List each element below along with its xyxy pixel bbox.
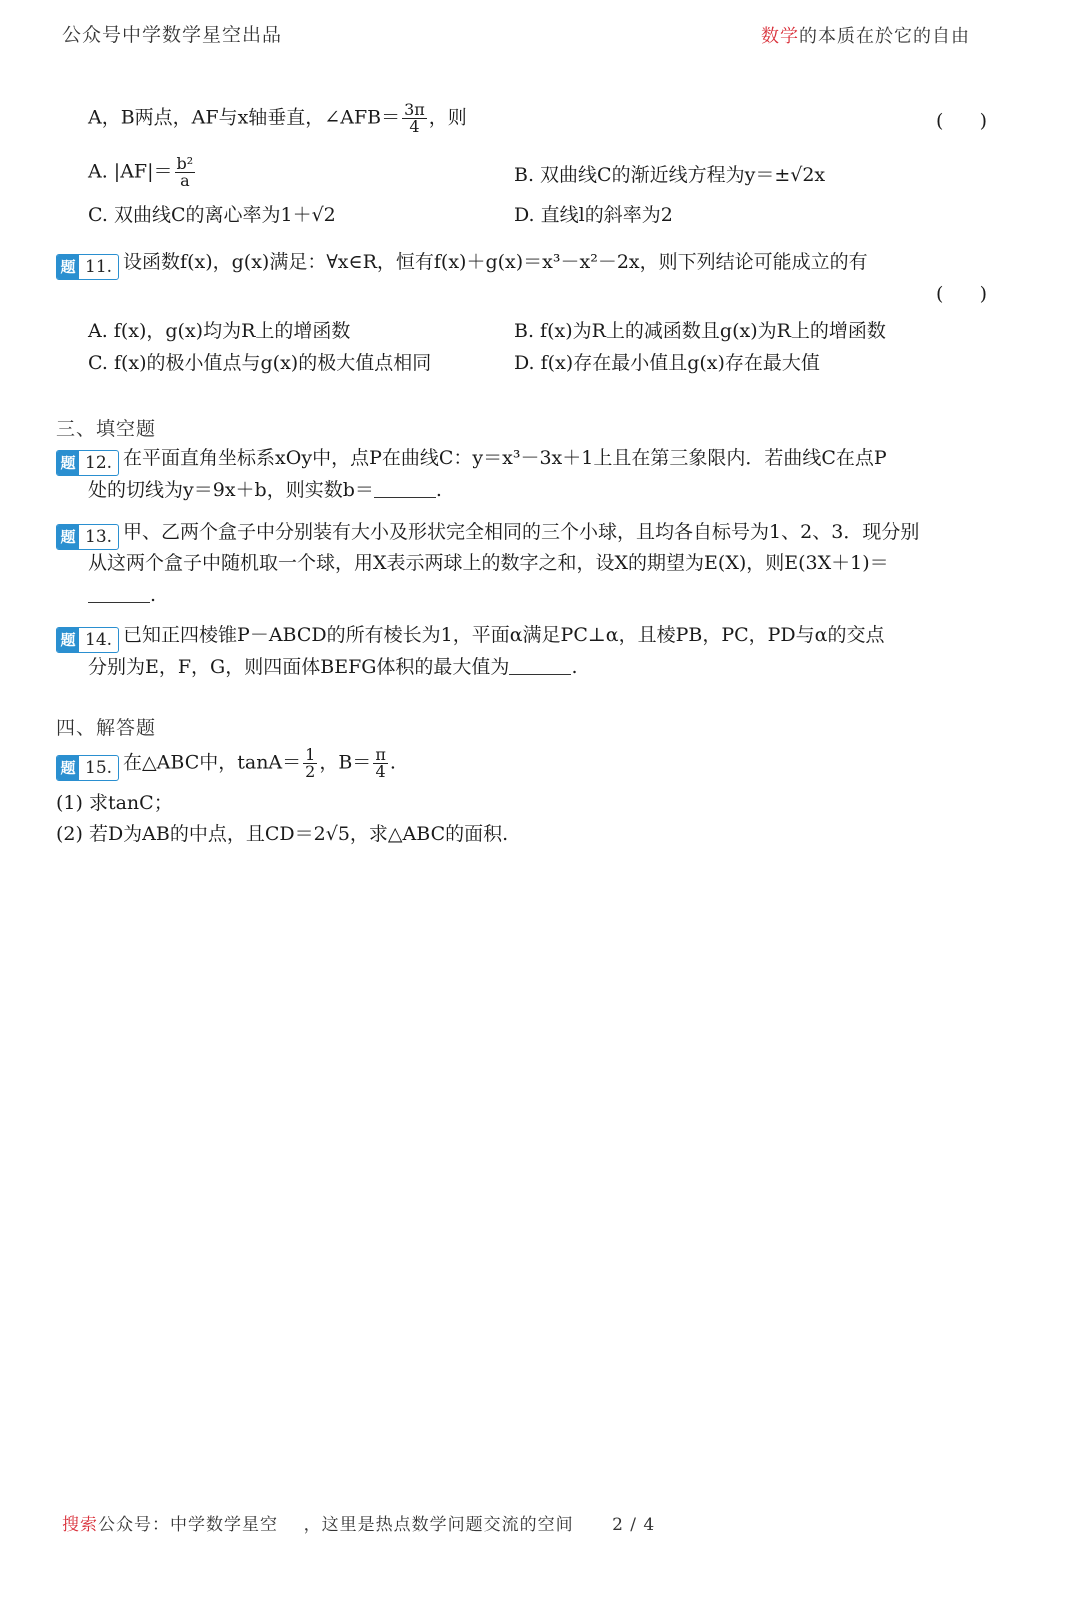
q15-fraction-2 (373, 747, 388, 780)
q11-answer-paren: ( ) (936, 283, 988, 305)
q11-badge-num: 11. (85, 257, 113, 277)
footer-text: 公众号：中学数学星空 ，这里是热点数学问题交流的空间 (98, 1515, 574, 1535)
header-motto-rest: 的本质在於它的自由 (799, 26, 970, 47)
q14-badge-tag: 题 (57, 628, 79, 652)
q14-text2: 分别为E，F，G，则四面体BEFG体积的最大值为 (88, 656, 510, 678)
q10-opta-den: a (180, 171, 190, 190)
section-answer-title: 四、解答题 (56, 717, 157, 739)
q15-badge-num: 15. (85, 757, 113, 778)
q13-text1: 甲、乙两个盒子中分别装有大小及形状完全相同的三个小球，且均各自标号为1、2、3．现分别 (123, 521, 920, 543)
q15-f2-den: 4 (375, 762, 386, 781)
q15-f1-num: 1 (305, 745, 316, 764)
q10-option-b: B. 双曲线C的渐近线方程为y＝±√2x (514, 164, 826, 186)
q11-stem-line (56, 247, 868, 280)
q13-period: . (150, 584, 157, 606)
q13-badge-num: 13. (85, 527, 113, 547)
q10-opta-num: b² (176, 154, 194, 173)
q15-stem (56, 747, 396, 781)
q11-badge (56, 254, 119, 280)
header-motto-red: 数学 (761, 26, 799, 47)
q12-line1 (56, 443, 887, 476)
q10-answer-paren: ( ) (936, 110, 988, 132)
q11-option-c: C. f(x)的极小值点与g(x)的极大值点相同 (88, 352, 432, 374)
q15-f2-num: π (375, 745, 386, 764)
q12-badge-tag: 题 (57, 451, 79, 475)
q12-text2: 处的切线为y＝9x＋b，则实数b＝ (88, 479, 374, 501)
page-number: 2 / 4 (612, 1515, 656, 1535)
q14-answer-blank[interactable] (509, 656, 571, 675)
q12-badge (56, 450, 119, 476)
section-fill-in-title: 三、填空题 (56, 418, 157, 440)
q13-line1 (56, 517, 919, 550)
q11-badge-tag: 题 (57, 255, 79, 279)
q14-badge-num: 14. (85, 630, 113, 650)
q14-badge (56, 627, 119, 653)
q15-badge-tag: 题 (57, 756, 79, 780)
q14-line1 (56, 620, 885, 653)
q12-line2 (88, 475, 442, 505)
q15-stem-c: . (389, 751, 396, 774)
q13-line3 (88, 580, 156, 610)
footer-search-red: 搜索 (62, 1515, 98, 1535)
q13-answer-blank[interactable] (88, 584, 150, 603)
q15-badge (56, 755, 119, 781)
q15-f1-den: 2 (305, 762, 316, 781)
q10-frac-den: 4 (409, 117, 420, 136)
q11-stem: 设函数f(x)，g(x)满足：∀x∈R，恒有f(x)＋g(x)＝x³－x²－2x，则下列结论可能成立的有 (123, 251, 868, 273)
q10-option-a-fraction (175, 156, 196, 189)
q10-fraction (402, 102, 427, 135)
q10-option-a (88, 156, 197, 189)
q12-answer-blank[interactable] (374, 479, 436, 498)
q10-option-a-label: A. |AF|＝ (88, 160, 173, 183)
q14-period: . (571, 656, 578, 678)
q10-option-c: C. 双曲线C的离心率为1＋√2 (88, 204, 336, 226)
q12-badge-num: 12. (85, 453, 113, 473)
q15-fraction-1 (303, 747, 317, 780)
q14-text1: 已知正四棱锥P－ABCD的所有棱长为1，平面α满足PC⊥α，且棱PB，PC，PD与α的交点 (123, 624, 885, 646)
q13-line2: 从这两个盒子中随机取一个球，用X表示两球上的数字之和，设X的期望为E(X)，则E(3X＋1)＝ (88, 552, 889, 574)
q13-badge-tag: 题 (57, 525, 79, 549)
q10-option-d: D. 直线l的斜率为2 (514, 204, 673, 226)
q11-option-a: A. f(x)，g(x)均为R上的增函数 (88, 320, 351, 342)
header-source: 公众号中学数学星空出品 (62, 24, 283, 46)
q10-stem-a: A，B两点，AF与x轴垂直，∠AFB＝ (88, 106, 401, 129)
page-footer (62, 1510, 655, 1535)
q15-part2: (2) 若D为AB的中点，且CD＝2√5，求△ABC的面积. (56, 823, 509, 845)
q11-option-b: B. f(x)为R上的减函数且g(x)为R上的增函数 (514, 320, 886, 342)
q13-badge (56, 524, 119, 550)
q15-part1: (1) 求tanC； (56, 792, 173, 814)
q12-text1: 在平面直角坐标系xOy中，点P在曲线C：y＝x³－3x＋1上且在第三象限内．若曲线C在点P (123, 447, 887, 469)
q15-stem-b: ，B＝ (319, 751, 372, 774)
q11-option-d: D. f(x)存在最小值且g(x)存在最大值 (514, 352, 820, 374)
q12-period: . (435, 479, 442, 501)
q10-stem (88, 102, 467, 135)
q15-stem-a: 在△ABC中，tanA＝ (123, 751, 302, 774)
header-motto (761, 22, 970, 48)
q10-frac-num: 3π (404, 100, 425, 119)
q10-stem-b: ，则 (428, 106, 467, 129)
q14-line2 (88, 652, 577, 682)
